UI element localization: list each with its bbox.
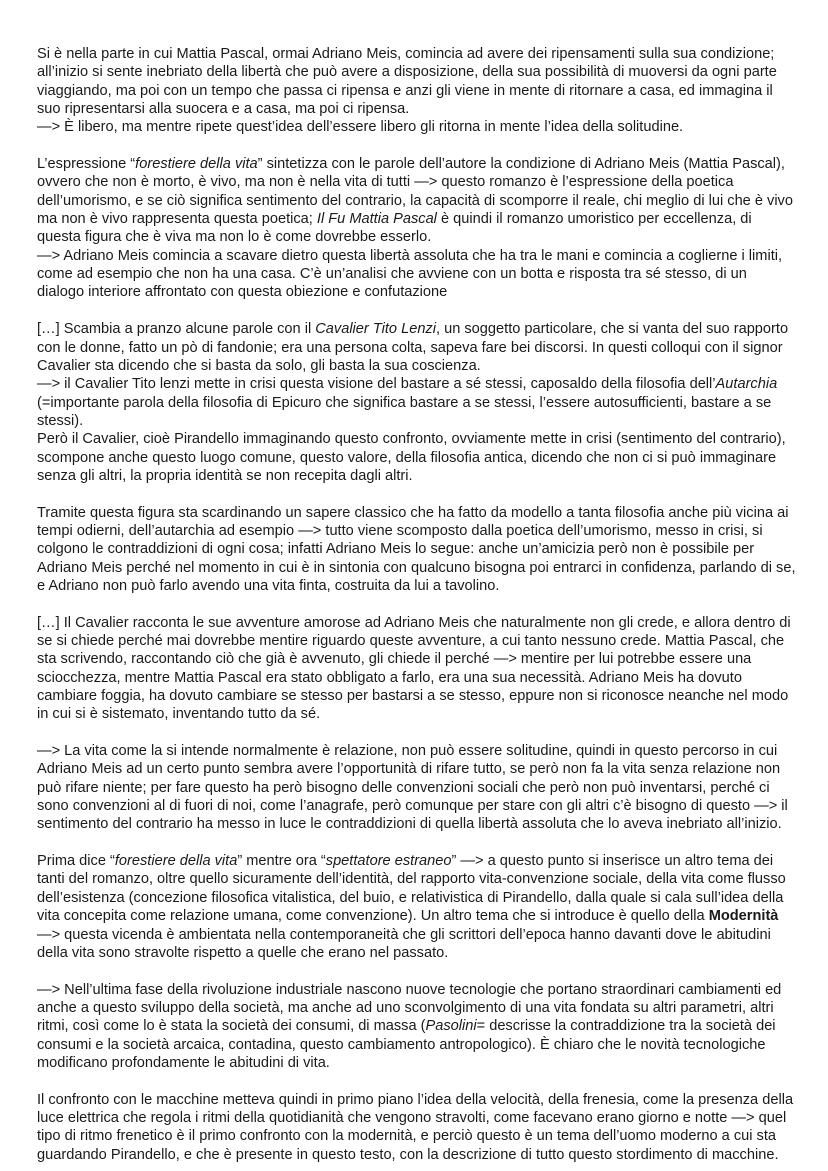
text-run: […] Scambia a pranzo alcune parole con il (37, 321, 316, 338)
p5-text: […] Il Cavalier racconta le sue avventure amorose ad Adriano Meis che naturalmente non gli crede, e allora dentro di se si chiede perché mai dovrebbe mentire riguardo queste avventure, a cui tanto nessuno crede. Mattia Pascal, che sta scrivendo, raccontando ciò che già è avvenuto, gli chiede il perché —> mentire per lui potrebbe essere una sciocchezza, mentre Mattia Pascal era stato obbligato a farlo, era una sua necessità. Adriano Meis ha dovuto cambiare foggia, ha dovuto cambiare se stesso per bastarsi a se stesso, eppure non si riconosce neanche nel modo in cui si è sistemato, inventando tutto da sé. (37, 614, 791, 723)
text-run: , un soggetto particolare, che si vanta del suo rapporto con le donne, fatto un pò di fandonie; era una persona colta, sapeva fare bei discorsi. In questi colloqui con il signor Cavalier sta dicendo che si basta da solo, gli basta la sua coscienza. (37, 321, 789, 374)
italic-run: forestiere della vita (114, 853, 238, 870)
text-run: = descrisse la contraddizione tra la società dei consumi e la società arcaica, contadina, questo cambiamento antropologico). È chiaro che le novità tecnologiche modificano profondamente le abitudini di vita. (37, 1018, 776, 1071)
p7-text (37, 852, 797, 962)
p9-text: Il confronto con le macchine metteva quindi in primo piano l’idea della velocità, della frenesia, come la presenza della luce elettrica che regola i ritmi della quotidianità che vengono stravolti, come facevano erano giorno e notte —> quel tipo di ritmo frenetico è il primo confronto con la modernità, e perciò questo è un tema dell’uomo moderno a cui sta guardando Pirandello, e che è presente in questo testo, con la descrizione di tutto questo stordimento di macchine. (37, 1091, 794, 1163)
text-run: ” mentre ora “ (237, 853, 326, 870)
p4-text: Tramite questa figura sta scardinando un sapere classico che ha fatto da modello a tanta filosofia anche più vicina ai tempi odierni, dell’autarchia ad esempio —> tutto viene scomposto dalla poetica dell’umorismo, messo in crisi, si colgono le contraddizioni di ogni cosa; infatti Adriano Meis lo segue: anche un’amicizia però non è possibile per Adriano Meis perché nel momento in cui è in sintonia con qualcuno bisogna poi entrarci in confidenza, parlando di se, e Adriano non può farlo avendo una vita finta, costruita da lui a tavolino. (37, 504, 796, 594)
text-run: ” sintetizza con le parole dell’autore la condizione di Adriano Meis (Mattia Pascal), ovvero che non è morto, è vivo, ma non è nella vita di tutti —> questo romanzo è l’espressione della poetica dell’umorismo, e se ciò significa sentimento del contrario, la capacità di scomporre il reale, chi meglio di lui che è vivo ma non è vivo rappresenta questa poetica; (37, 156, 793, 228)
text-run: L’espressione “ (37, 156, 136, 173)
p2-text (37, 155, 797, 247)
paragraph-9 (37, 1091, 797, 1164)
paragraph-2 (37, 155, 797, 302)
p3-continuation: Però il Cavalier, cioè Pirandello immaginando questo confronto, ovviamente mette in crisi (sentimento del contrario), scompone anche questo luogo comune, questo valore, della filosofia antica, dicendo che non ci si può immaginare senza gli altri, la propria identità se non recepita dagli altri. (37, 431, 786, 484)
italic-run: Pasolini (425, 1018, 477, 1035)
paragraph-7 (37, 852, 797, 962)
text-run: —> il Cavalier Tito lenzi mette in crisi questa visione del bastare a sé stessi, caposaldo della filosofia dell’ (37, 376, 716, 393)
p8-text (37, 981, 797, 1073)
text-run: è quindi il romanzo umoristico per eccellenza, di questa figura che è viva ma non lo è come dovrebbe esserlo. (37, 211, 752, 246)
text-run: ” —> a questo punto si inserisce un altro tema dei tanti del romanzo, oltre quello sicuramente dell’identità, del rapporto vita-convenzione sociale, della vita come flusso dell’esistenza (concezione filosofica vitalistica, del buio, e relativistica di Pirandello, dalla quale si cala sull’idea della vita concepita come relazione umana, come convenzione). Un altro tema che si introduce è quello della (37, 853, 786, 925)
paragraph-3 (37, 320, 797, 485)
p3-note (37, 375, 797, 430)
italic-run: Cavalier Tito Lenzi (315, 321, 436, 338)
paragraph-4 (37, 504, 797, 596)
text-run: —> questa vicenda è ambientata nella contemporaneità che gli scrittori dell’epoca hanno davanti dove le abitudini della vita sono stravolte rispetto a quelle che erano nel passato. (37, 926, 771, 961)
paragraph-6 (37, 742, 797, 834)
paragraph-8 (37, 981, 797, 1073)
document-page (37, 45, 797, 1164)
p2-note: —> Adriano Meis comincia a scavare dietro questa libertà assoluta che ha tra le mani e comincia a coglierne i limiti, come ad esempio che non ha una casa. C’è un’analisi che avviene con un botta e risposta tra sé stesso, di un dialogo interiore affrontato con questa obiezione e confutazione (37, 247, 783, 301)
paragraph-5 (37, 614, 797, 724)
text-run: (=importante parola della filosofia di Epicuro che significa bastare a se stessi, l’essere autosufficienti, bastare a se stessi). (37, 394, 772, 429)
p1-note: —> È libero, ma mentre ripete quest’idea dell’essere libero gli ritorna in mente l’idea della solitudine. (37, 119, 684, 136)
italic-run: forestiere della vita (135, 156, 258, 173)
p6-text: —> La vita come la si intende normalmente è relazione, non può essere solitudine, quindi in questo percorso in cui Adriano Meis ad un certo punto sembra avere l’opportunità di rifare tutto, se però non fa la vita senza relazione non può rifare niente; per fare questo ha però bisogno delle convenzioni sociali che però non può inventarsi, perché ci sono convenzioni al di fuori di noi, come l’anagrafe, però comunque per stare con gli altri c’è bisogno di questo —> il sentimento del contrario ha messo in luce le contraddizioni di quella libertà assoluta che lo aveva inebriato all’inizio. (37, 743, 788, 833)
text-run: Prima dice “ (37, 853, 115, 870)
bold-run: Modernità (708, 908, 779, 925)
text-run: —> Nell’ultima fase della rivoluzione industriale nascono nuove tecnologie che portano straordinari cambiamenti ed anche a questo sviluppo della società, ma anche ad uno sconvolgimento di una vita fondata su altri parametri, altri ritmi, così come lo è stata la società dei consumi, di massa ( (37, 981, 782, 1035)
p1-text: Si è nella parte in cui Mattia Pascal, ormai Adriano Meis, comincia ad avere dei ripensamenti sulla sua condizione; all’inizio si sente inebriato della libertà che può avere a disposizione, della sua possibilità di muoversi da ogni parte viaggiando, ma poi con un tempo che passa ci ripensa e anzi gli viene in mente di ritornare a casa, ed immagina il suo ripresentarsi alla suocera e a casa, ma poi ci ripensa. (37, 46, 777, 118)
italic-run: Il Fu Mattia Pascal (316, 211, 437, 228)
p3-text (37, 320, 797, 375)
italic-run: spettatore estraneo (325, 853, 452, 870)
paragraph-1 (37, 45, 797, 137)
italic-run: Autarchia (715, 376, 778, 393)
